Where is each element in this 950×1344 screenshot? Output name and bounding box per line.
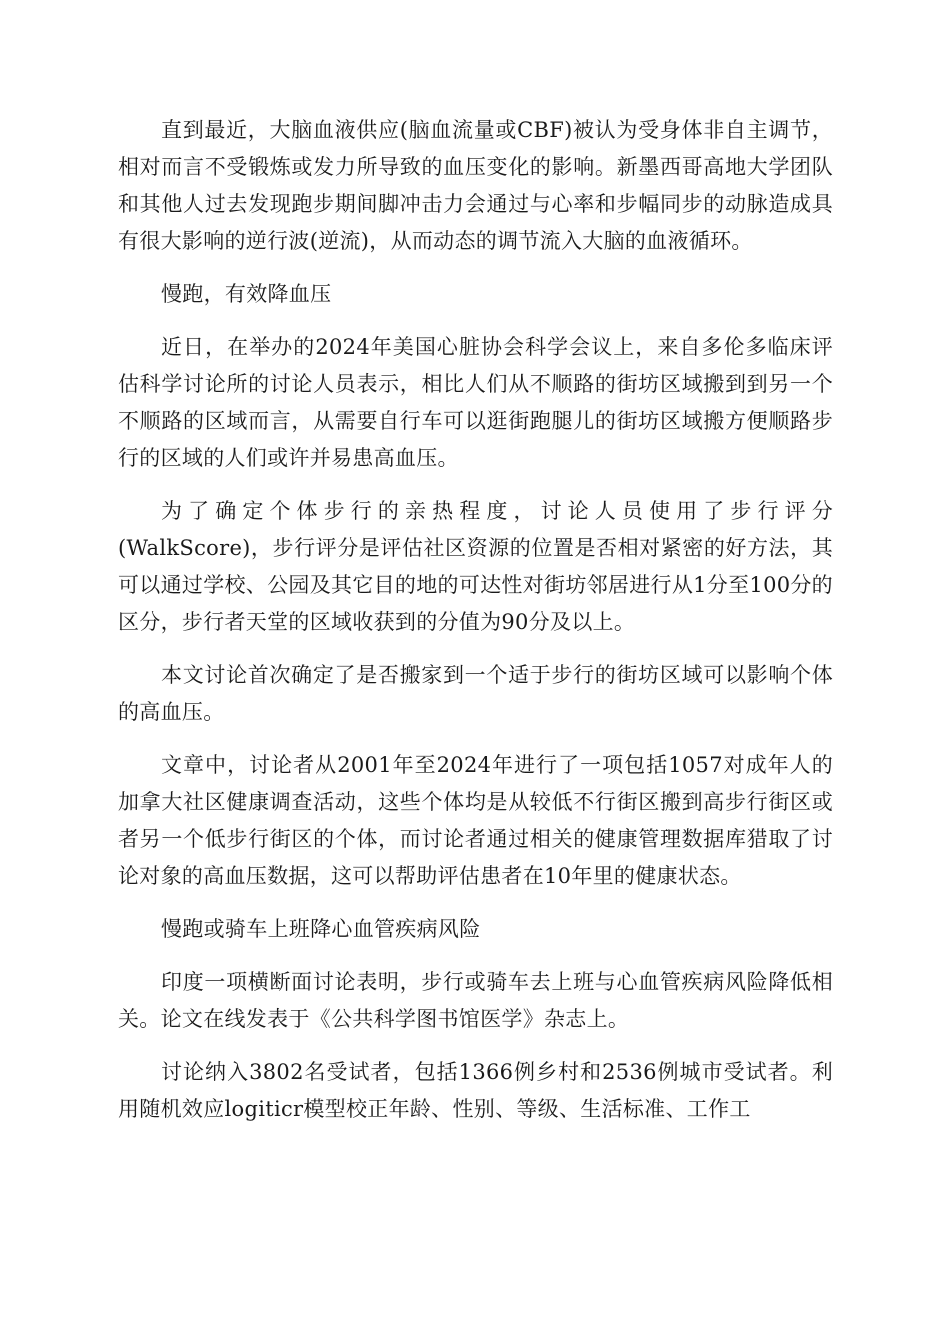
section-heading-jogging: 慢跑，有效降血压 [161,282,332,306]
paragraph-participants: 讨论纳入3802名受试者，包括1366例乡村和2536例城市受试者。利用随机效应logiticr模型校正年龄、性别、等级、生活标准、工作工 [118,1060,833,1121]
paragraph-study-aim: 本文讨论首次确定了是否搬家到一个适于步行的街坊区域可以影响个体的高血压。 [118,663,833,724]
paragraph-study-method: 文章中，讨论者从2001年至2024年进行了一项包括1057对成年人的加拿大社区健康调查活动，这些个体均是从较低不行街区搬到高步行街区或者另一个低步行街区的个体，而讨论者通过相关的健康管理数据库猎取了讨论对象的高血压数据，这可以帮助评估患者在10年里的健康状态。 [118,753,833,888]
document-page [118,112,833,1144]
paragraph-walkscore: 为了确定个体步行的亲热程度，讨论人员使用了步行评分(WalkScore)，步行评分是评估社区资源的位置是否相对紧密的好方法，其可以通过学校、公园及其它目的地的可达性对街坊邻居进行从1分至100分的区分，步行者天堂的区域收获到的分值为90分及以上。 [118,499,833,634]
paragraph-cbf: 直到最近，大脑血液供应(脑血流量或CBF)被认为受身体非自主调节，相对而言不受锻炼或发力所导致的血压变化的影响。新墨西哥高地大学团队和其他人过去发现跑步期间脚冲击力会通过与心率和步幅同步的动脉造成具有很大影响的逆行波(逆流)，从而动态的调节流入大脑的血液循环。 [118,118,833,253]
paragraph-aha-meeting: 近日，在举办的2024年美国心脏协会科学会议上，来自多伦多临床评估科学讨论所的讨论人员表示，相比人们从不顺路的街坊区域搬到到另一个不顺路的区域而言，从需要自行车可以逛街跑腿儿的街坊区域搬方便顺路步行的区域的人们或许并易患高血压。 [118,335,833,470]
section-heading-commute: 慢跑或骑车上班降心血管疾病风险 [161,917,481,941]
paragraph-india-study: 印度一项横断面讨论表明，步行或骑车去上班与心血管疾病风险降低相关。论文在线发表于《公共科学图书馆医学》杂志上。 [118,970,833,1031]
